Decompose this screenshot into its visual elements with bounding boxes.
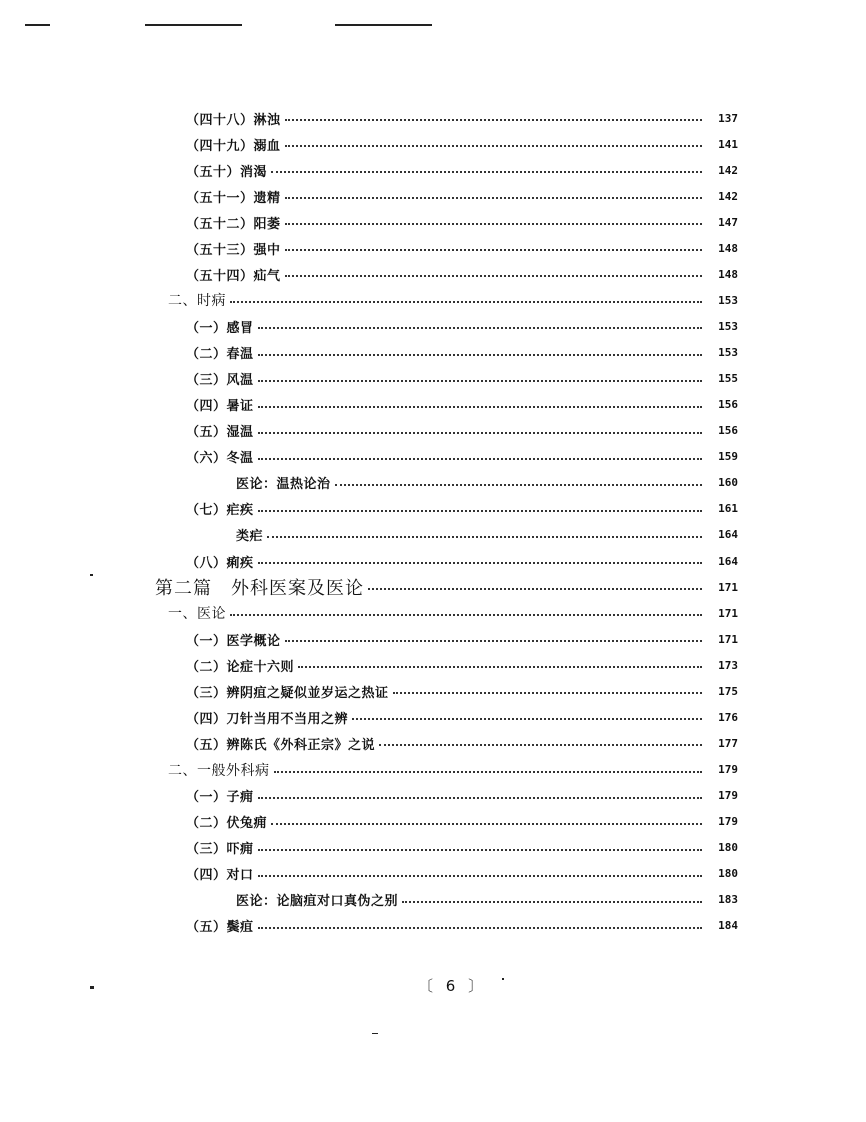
toc-entry-page: 171 bbox=[718, 606, 738, 620]
toc-entry bbox=[168, 287, 738, 313]
toc-entry-page: 142 bbox=[718, 189, 738, 203]
toc-entry-title: （四）对口 bbox=[186, 868, 254, 884]
toc-entry bbox=[186, 496, 738, 522]
toc-entry bbox=[186, 861, 738, 887]
toc-entry-page: 159 bbox=[718, 450, 738, 464]
toc-entry-page: 180 bbox=[718, 841, 738, 855]
toc-entry-page: 153 bbox=[718, 293, 738, 307]
toc-entry-page: 184 bbox=[718, 919, 738, 933]
toc-entry-title: （四十八）淋浊 bbox=[186, 112, 281, 128]
toc-entry-page: 153 bbox=[718, 346, 738, 360]
dot-leader bbox=[274, 771, 703, 773]
dot-leader bbox=[271, 823, 702, 825]
dot-leader bbox=[285, 249, 702, 251]
toc-entry-title: （五）辨陈氏《外科正宗》之说 bbox=[186, 737, 376, 753]
toc-entry-page: 147 bbox=[718, 215, 738, 229]
toc-entry-title: （五）鬓疽 bbox=[186, 920, 254, 936]
toc-entry bbox=[186, 340, 738, 366]
toc-entry-title: 类疟 bbox=[236, 529, 264, 545]
toc-entry bbox=[186, 418, 738, 444]
toc-entry-title: （三）风温 bbox=[186, 373, 254, 389]
toc-entry-title: 一、医论 bbox=[168, 606, 226, 623]
toc-entry-page: 177 bbox=[718, 736, 738, 750]
dot-leader bbox=[258, 562, 702, 564]
toc-entry-page: 164 bbox=[718, 554, 738, 568]
toc-entry-title: （五十二）阳萎 bbox=[186, 216, 281, 232]
toc-entry bbox=[186, 809, 738, 835]
toc-entry bbox=[186, 704, 738, 730]
toc-entry bbox=[186, 392, 738, 418]
toc-entry bbox=[236, 522, 738, 548]
toc-entry-page: 176 bbox=[718, 710, 738, 724]
toc-entry-page: 137 bbox=[718, 111, 738, 125]
toc-entry-title: （四）暑证 bbox=[186, 399, 254, 415]
dot-leader bbox=[258, 510, 702, 512]
scan-speck bbox=[502, 978, 504, 980]
toc-entry-title: （五）湿温 bbox=[186, 425, 254, 441]
toc-entry bbox=[186, 366, 738, 392]
header-rule-right bbox=[335, 24, 432, 26]
dot-leader bbox=[258, 380, 702, 382]
toc-entry-title: （一）子痈 bbox=[186, 790, 254, 806]
toc-entry bbox=[168, 757, 738, 783]
toc-entry-title: （五十一）遗精 bbox=[186, 190, 281, 206]
toc-entry-title: （四）刀针当用不当用之辨 bbox=[186, 711, 349, 727]
toc-entry-title: 二、一般外科病 bbox=[168, 762, 270, 779]
dot-leader bbox=[285, 223, 702, 225]
toc-entry bbox=[236, 887, 738, 913]
toc-entry-page: 175 bbox=[718, 684, 738, 698]
dot-leader bbox=[258, 354, 702, 356]
dot-leader bbox=[258, 458, 702, 460]
toc-entry-page: 148 bbox=[718, 241, 738, 255]
dot-leader bbox=[379, 744, 702, 746]
toc-entry bbox=[168, 600, 738, 626]
dot-leader bbox=[258, 406, 702, 408]
toc-entry-title: （七）疟疾 bbox=[186, 503, 254, 519]
toc-entry bbox=[186, 678, 738, 704]
dot-leader bbox=[402, 901, 702, 903]
toc-entry bbox=[186, 730, 738, 756]
toc-entry-page: 164 bbox=[718, 528, 738, 542]
toc-entry bbox=[186, 626, 738, 652]
toc-entry bbox=[186, 209, 738, 235]
toc-entry-page: 153 bbox=[718, 319, 738, 333]
scan-speck bbox=[372, 1033, 378, 1034]
toc-entry-title: （二）春温 bbox=[186, 347, 254, 363]
toc-entry-page: 179 bbox=[718, 789, 738, 803]
toc-entry bbox=[186, 131, 738, 157]
page-number: 〔 6 〕 bbox=[418, 977, 488, 995]
toc-entry-title: 医论：温热论治 bbox=[236, 477, 331, 493]
toc-entry-page: 142 bbox=[718, 163, 738, 177]
toc-entry-page: 180 bbox=[718, 867, 738, 881]
toc-entry-title: （四十九）溺血 bbox=[186, 138, 281, 154]
dot-leader bbox=[230, 614, 702, 616]
dot-leader bbox=[393, 692, 702, 694]
toc-entry bbox=[186, 444, 738, 470]
dot-leader bbox=[267, 536, 702, 538]
dot-leader bbox=[258, 797, 702, 799]
dot-leader bbox=[258, 849, 702, 851]
toc-entry bbox=[236, 470, 738, 496]
toc-entry bbox=[186, 105, 738, 131]
toc-entry bbox=[186, 835, 738, 861]
toc-entry-title: （五十四）疝气 bbox=[186, 268, 281, 284]
dot-leader bbox=[285, 145, 702, 147]
toc-entry-title: 医论：论脑疽对口真伪之别 bbox=[236, 894, 399, 910]
toc-entry-title: （二）论症十六则 bbox=[186, 659, 295, 675]
toc-entry-title: 第二篇 外科医案及医论 bbox=[155, 578, 364, 600]
dot-leader bbox=[258, 875, 702, 877]
dot-leader bbox=[258, 327, 702, 329]
toc-entry-page: 183 bbox=[718, 893, 738, 907]
toc-entry-page: 161 bbox=[718, 502, 738, 516]
toc-entry-title: 二、时病 bbox=[168, 293, 226, 310]
toc-entry bbox=[186, 157, 738, 183]
dot-leader bbox=[298, 666, 702, 668]
toc-entry bbox=[186, 235, 738, 261]
dot-leader bbox=[285, 275, 702, 277]
dot-leader bbox=[285, 640, 702, 642]
toc-entry-title: （一）感冒 bbox=[186, 320, 254, 336]
toc-entry-title: （五十三）强中 bbox=[186, 242, 281, 258]
dot-leader bbox=[335, 484, 702, 486]
toc-entry bbox=[186, 313, 738, 339]
toc-entry-title: （六）冬温 bbox=[186, 451, 254, 467]
toc-entry bbox=[186, 913, 738, 939]
toc-entry bbox=[186, 183, 738, 209]
dot-leader bbox=[352, 718, 702, 720]
toc-entry-page: 160 bbox=[718, 476, 738, 490]
dot-leader bbox=[285, 119, 702, 121]
toc-entry-title: （五十）消渴 bbox=[186, 164, 268, 180]
toc-entry bbox=[186, 548, 738, 574]
toc-entry-page: 179 bbox=[718, 763, 738, 776]
dot-leader bbox=[271, 171, 702, 173]
dot-leader bbox=[258, 927, 702, 929]
toc-entry-title: （一）医学概论 bbox=[186, 633, 281, 649]
toc-entry-page: 156 bbox=[718, 398, 738, 412]
toc-entry-page: 171 bbox=[718, 632, 738, 646]
toc-entry-title: （三）辨阴疽之疑似並岁运之热证 bbox=[186, 685, 389, 701]
toc-entry bbox=[155, 574, 738, 600]
toc-entry-page: 156 bbox=[718, 424, 738, 438]
dot-leader bbox=[368, 588, 702, 590]
toc-entry-page: 141 bbox=[718, 137, 738, 151]
scan-speck bbox=[90, 574, 93, 576]
toc-entry-page: 179 bbox=[718, 815, 738, 829]
toc-entry-page: 171 bbox=[718, 580, 738, 594]
dot-leader bbox=[258, 432, 702, 434]
toc-entry-page: 173 bbox=[718, 658, 738, 672]
scan-speck bbox=[90, 986, 94, 989]
toc-entry-title: （三）吓痈 bbox=[186, 842, 254, 858]
toc-entry bbox=[186, 783, 738, 809]
toc-entry-page: 148 bbox=[718, 267, 738, 281]
toc-entry bbox=[186, 652, 738, 678]
toc-entry-page: 155 bbox=[718, 372, 738, 386]
dot-leader bbox=[230, 301, 702, 303]
toc-entry-title: （八）痢疾 bbox=[186, 555, 254, 571]
dot-leader bbox=[285, 197, 702, 199]
header-rule-left bbox=[25, 24, 50, 26]
header-rule-middle bbox=[145, 24, 242, 26]
toc-entry bbox=[186, 261, 738, 287]
toc-entry-title: （二）伏兔痈 bbox=[186, 816, 268, 832]
